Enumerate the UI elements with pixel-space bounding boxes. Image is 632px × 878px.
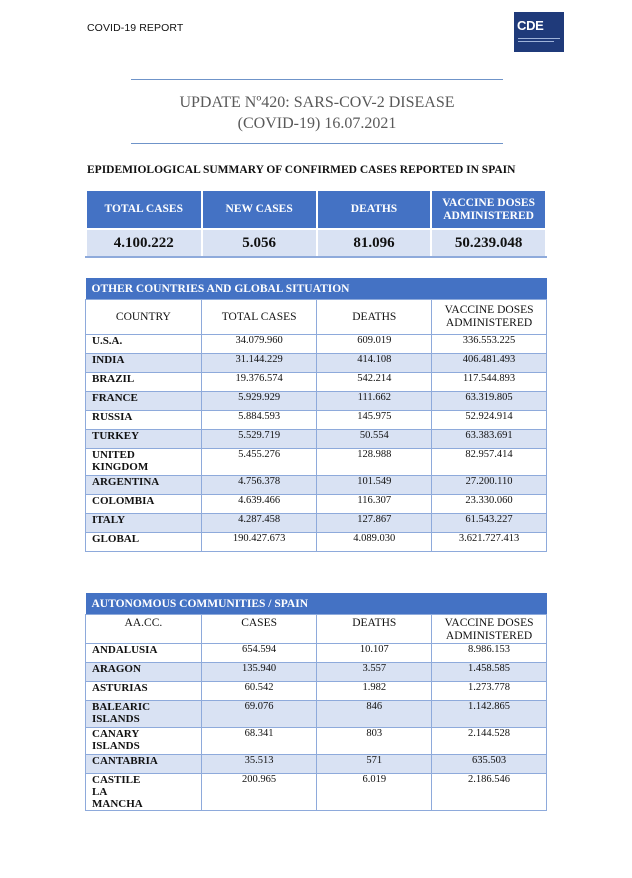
row-vaccines: 406.481.493	[432, 354, 547, 373]
row-cases: 654.594	[201, 644, 317, 663]
row-cases: 200.965	[201, 774, 317, 811]
title-rule-bottom	[131, 143, 503, 144]
row-name: CASTILE LA MANCHA	[86, 774, 202, 811]
table-row	[86, 728, 547, 755]
summary-header-row	[86, 190, 546, 229]
countries-table	[85, 278, 547, 552]
communities-col-region: AA.CC.	[86, 615, 202, 644]
row-vaccines: 336.553.225	[432, 335, 547, 354]
row-vaccines: 23.330.060	[432, 495, 547, 514]
countries-col-country: COUNTRY	[86, 300, 202, 335]
row-name: ITALY	[86, 514, 202, 533]
table-row	[86, 411, 547, 430]
table-row	[86, 392, 547, 411]
communities-col-cases: CASES	[201, 615, 317, 644]
summary-col-total-cases: TOTAL CASES	[86, 190, 202, 229]
page-title	[131, 92, 503, 134]
row-vaccines: 27.200.110	[432, 476, 547, 495]
row-deaths: 127.867	[317, 514, 432, 533]
row-name: ARAGON	[86, 663, 202, 682]
row-deaths: 609.019	[317, 335, 432, 354]
row-vaccines: 8.986.153	[432, 644, 547, 663]
row-cases: 135.940	[201, 663, 317, 682]
row-deaths: 4.089.030	[317, 533, 432, 552]
row-name: TURKEY	[86, 430, 202, 449]
row-name: ARGENTINA	[86, 476, 202, 495]
row-vaccines: 1.273.778	[432, 682, 547, 701]
row-deaths: 846	[317, 701, 432, 728]
row-name: CANTABRIA	[86, 755, 202, 774]
row-deaths: 571	[317, 755, 432, 774]
row-deaths: 128.988	[317, 449, 432, 476]
logo-underline	[518, 38, 560, 39]
table-row	[86, 701, 547, 728]
row-cases: 5.455.276	[201, 449, 317, 476]
cde-logo-icon	[514, 12, 564, 52]
summary-col-new-cases: NEW CASES	[202, 190, 317, 229]
row-name: UNITED KINGDOM	[86, 449, 202, 476]
report-label: COVID-19 REPORT	[87, 22, 184, 34]
countries-header-row	[86, 300, 547, 335]
row-deaths: 10.107	[317, 644, 432, 663]
row-vaccines: 117.544.893	[432, 373, 547, 392]
row-deaths: 145.975	[317, 411, 432, 430]
row-name: ANDALUSIA	[86, 644, 202, 663]
countries-col-deaths: DEATHS	[317, 300, 432, 335]
communities-table	[85, 593, 547, 811]
title-rule-top	[131, 79, 503, 80]
table-row	[86, 774, 547, 811]
row-vaccines: 635.503	[432, 755, 547, 774]
row-deaths: 6.019	[317, 774, 432, 811]
row-cases: 190.427.673	[201, 533, 317, 552]
row-cases: 4.756.378	[201, 476, 317, 495]
countries-col-total-cases: TOTAL CASES	[201, 300, 317, 335]
row-name: FRANCE	[86, 392, 202, 411]
row-cases: 4.287.458	[201, 514, 317, 533]
summary-heading: EPIDEMIOLOGICAL SUMMARY OF CONFIRMED CASES REPORTED IN SPAIN	[87, 164, 516, 176]
table-row	[86, 354, 547, 373]
communities-col-vaccines: VACCINE DOSES ADMINISTERED	[432, 615, 547, 644]
table-row	[86, 430, 547, 449]
row-cases: 34.079.960	[201, 335, 317, 354]
table-row	[86, 682, 547, 701]
row-vaccines: 1.142.865	[432, 701, 547, 728]
row-vaccines: 3.621.727.413	[432, 533, 547, 552]
table-row	[86, 663, 547, 682]
table-row	[86, 755, 547, 774]
row-vaccines: 63.319.805	[432, 392, 547, 411]
row-cases: 35.513	[201, 755, 317, 774]
communities-banner: AUTONOMOUS COMMUNITIES / SPAIN	[86, 593, 547, 615]
countries-banner: OTHER COUNTRIES AND GLOBAL SITUATION	[86, 278, 547, 300]
row-name: U.S.A.	[86, 335, 202, 354]
table-row	[86, 533, 547, 552]
table-row	[86, 644, 547, 663]
summary-deaths: 81.096	[317, 229, 431, 257]
row-name: BALEARIC ISLANDS	[86, 701, 202, 728]
table-row	[86, 335, 547, 354]
row-deaths: 3.557	[317, 663, 432, 682]
row-cases: 19.376.574	[201, 373, 317, 392]
row-deaths: 50.554	[317, 430, 432, 449]
table-row	[86, 495, 547, 514]
table-row	[86, 514, 547, 533]
row-cases: 68.341	[201, 728, 317, 755]
row-vaccines: 63.383.691	[432, 430, 547, 449]
row-vaccines: 61.543.227	[432, 514, 547, 533]
row-name: INDIA	[86, 354, 202, 373]
row-name: CANARY ISLANDS	[86, 728, 202, 755]
row-cases: 69.076	[201, 701, 317, 728]
row-vaccines: 1.458.585	[432, 663, 547, 682]
table-row	[86, 476, 547, 495]
row-deaths: 111.662	[317, 392, 432, 411]
row-deaths: 116.307	[317, 495, 432, 514]
row-cases: 60.542	[201, 682, 317, 701]
row-name: COLOMBIA	[86, 495, 202, 514]
summary-col-deaths: DEATHS	[317, 190, 431, 229]
row-deaths: 1.982	[317, 682, 432, 701]
summary-col-vaccines: VACCINE DOSES ADMINISTERED	[431, 190, 546, 229]
communities-header-row	[86, 615, 547, 644]
row-name: BRAZIL	[86, 373, 202, 392]
row-cases: 31.144.229	[201, 354, 317, 373]
row-cases: 5.884.593	[201, 411, 317, 430]
row-vaccines: 2.186.546	[432, 774, 547, 811]
table-row	[86, 449, 547, 476]
row-name: ASTURIAS	[86, 682, 202, 701]
countries-col-vaccines: VACCINE DOSES ADMINISTERED	[432, 300, 547, 335]
title-line-2: (COVID-19) 16.07.2021	[237, 115, 397, 132]
table-row	[86, 373, 547, 392]
row-deaths: 803	[317, 728, 432, 755]
row-cases: 5.929.929	[201, 392, 317, 411]
row-vaccines: 2.144.528	[432, 728, 547, 755]
row-name: RUSSIA	[86, 411, 202, 430]
row-deaths: 101.549	[317, 476, 432, 495]
logo-underline-2	[518, 41, 554, 42]
summary-value-row	[86, 229, 546, 257]
row-name: GLOBAL	[86, 533, 202, 552]
row-deaths: 542.214	[317, 373, 432, 392]
logo-text: CDE	[517, 18, 544, 33]
row-vaccines: 82.957.414	[432, 449, 547, 476]
row-vaccines: 52.924.914	[432, 411, 547, 430]
summary-total-cases: 4.100.222	[86, 229, 202, 257]
summary-vaccines: 50.239.048	[431, 229, 546, 257]
title-line-1: UPDATE Nº420: SARS-COV-2 DISEASE	[179, 94, 455, 111]
summary-new-cases: 5.056	[202, 229, 317, 257]
row-cases: 4.639.466	[201, 495, 317, 514]
communities-col-deaths: DEATHS	[317, 615, 432, 644]
row-deaths: 414.108	[317, 354, 432, 373]
row-cases: 5.529.719	[201, 430, 317, 449]
summary-table	[85, 189, 547, 258]
